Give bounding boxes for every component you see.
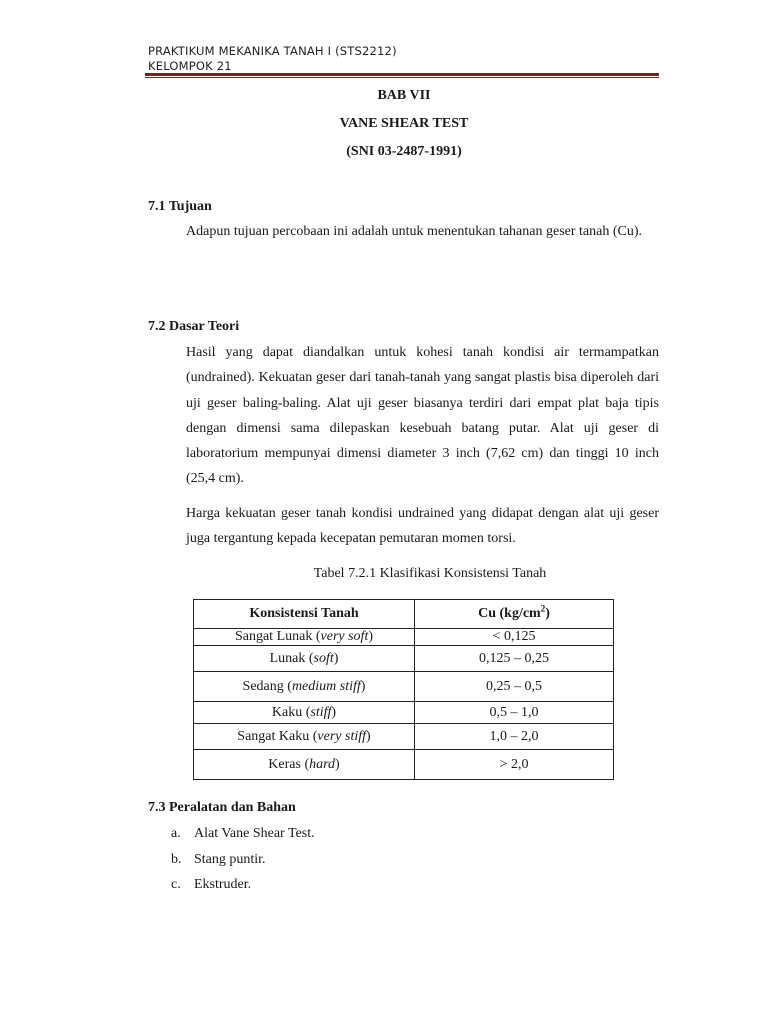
cell-consistency [194,724,415,750]
table-row [194,750,614,780]
table-row [194,724,614,750]
table-caption: Tabel 7.2.1 Klasifikasi Konsistensi Tanah [313,566,547,581]
list-text: Ekstruder. [194,877,252,892]
paragraph-dasar-teori-2 [171,501,659,552]
header-group: KELOMPOK 21 [148,58,232,73]
list-text: Alat Vane Shear Test. [194,826,315,841]
cell-cu-value: 0,25 – 0,5 [415,672,614,702]
cell-consistency [194,646,415,672]
cell-consistency [194,672,415,702]
cell-cu-value: 0,5 – 1,0 [415,702,614,724]
list-item [171,847,315,873]
consistency-name: Sangat Kaku [237,728,310,744]
consistency-english: soft [313,650,334,666]
consistency-english: stiff [310,704,332,720]
header-cu-base: Cu (kg/cm [478,606,541,621]
paren-close: ) [333,650,339,666]
cell-cu-value: 0,125 – 0,25 [415,646,614,672]
chapter-number: BAB VII [377,88,431,103]
consistency-english: very soft [320,629,369,644]
chapter-standard: (SNI 03-2487-1991) [346,144,462,159]
paragraph-tujuan [171,219,659,244]
section-heading-peralatan: 7.3 Peralatan dan Bahan [148,800,296,815]
list-marker: a. [171,826,181,841]
paren-open: ( [302,704,311,720]
paren-open: ( [300,756,310,772]
table-row [194,672,614,702]
paren-close: ) [331,704,337,720]
header-course: PRAKTIKUM MEKANIKA TANAH I (STS2212) [148,44,397,58]
paren-open: ( [312,629,321,644]
header-consistency: Konsistensi Tanah [194,600,415,629]
consistency-name: Kaku [271,704,303,720]
list-marker: c. [171,877,181,892]
cell-cu-value: < 0,125 [415,629,614,646]
table-row [194,702,614,724]
consistency-english: medium stiff [291,678,361,694]
section-heading-dasar-teori: 7.2 Dasar Teori [148,319,240,334]
list-item [171,872,315,898]
equipment-list [171,821,315,898]
consistency-table [193,599,614,780]
paren-close: ) [368,629,374,644]
cell-cu-value: 1,0 – 2,0 [415,724,614,750]
consistency-english: very stiff [317,728,367,744]
header-cu-end: ) [545,606,550,621]
paragraph-dasar-teori-1-text: Hasil yang dapat diandalkan untuk kohesi tanah kondisi air termampatkan (undrained). Kekuatan geser dari tanah-tanah yang sangat plastis bisa diperoleh dari uji geser baling-baling. Alat uji geser biasanya terdiri dari empat plat baja tipis dengan dimensi sama dilepaskan kesebuah batang putar. Alat uji geser di laboratorium mempunyai dimensi diameter 3 inch (7,62 cm) dan tinggi 10 inch (25,4 cm). [186,345,659,487]
paren-close: ) [335,756,340,772]
cell-consistency [194,702,415,724]
consistency-name: Keras [268,756,301,772]
paren-close: ) [366,728,371,744]
consistency-name: Sedang [242,678,284,694]
chapter-title: VANE SHEAR TEST [339,116,469,131]
cell-consistency [194,629,415,646]
header-rule-thin [145,77,659,78]
paren-close: ) [360,678,366,694]
header-cu-sup: 2 [540,603,546,614]
section-heading-tujuan: 7.1 Tujuan [148,199,212,214]
paragraph-tujuan-text: Adapun tujuan percobaan ini adalah untuk menentukan tahanan geser tanah (Cu). [186,224,643,239]
table-row [194,629,614,646]
header-rule-thick [145,73,659,76]
list-marker: b. [171,851,182,867]
paragraph-dasar-teori-2-text: Harga kekuatan geser tanah kondisi undrained yang didapat dengan alat uji geser juga tergantung kepada kecepatan pemutaran momen torsi. [186,506,659,547]
paren-open: ( [309,728,318,744]
cell-cu-value: > 2,0 [415,750,614,780]
paren-open: ( [283,678,292,694]
consistency-english: hard [309,756,336,772]
list-item [171,821,315,847]
table-header-row [194,600,614,629]
list-text: Stang puntir. [194,851,266,867]
paren-open: ( [305,650,314,666]
consistency-name: Sangat Lunak [234,629,313,644]
page-header [148,44,660,73]
paragraph-dasar-teori-1 [171,340,659,492]
table-row [194,646,614,672]
cell-consistency [194,750,415,780]
consistency-name: Lunak [269,650,306,666]
header-cu [415,600,614,629]
